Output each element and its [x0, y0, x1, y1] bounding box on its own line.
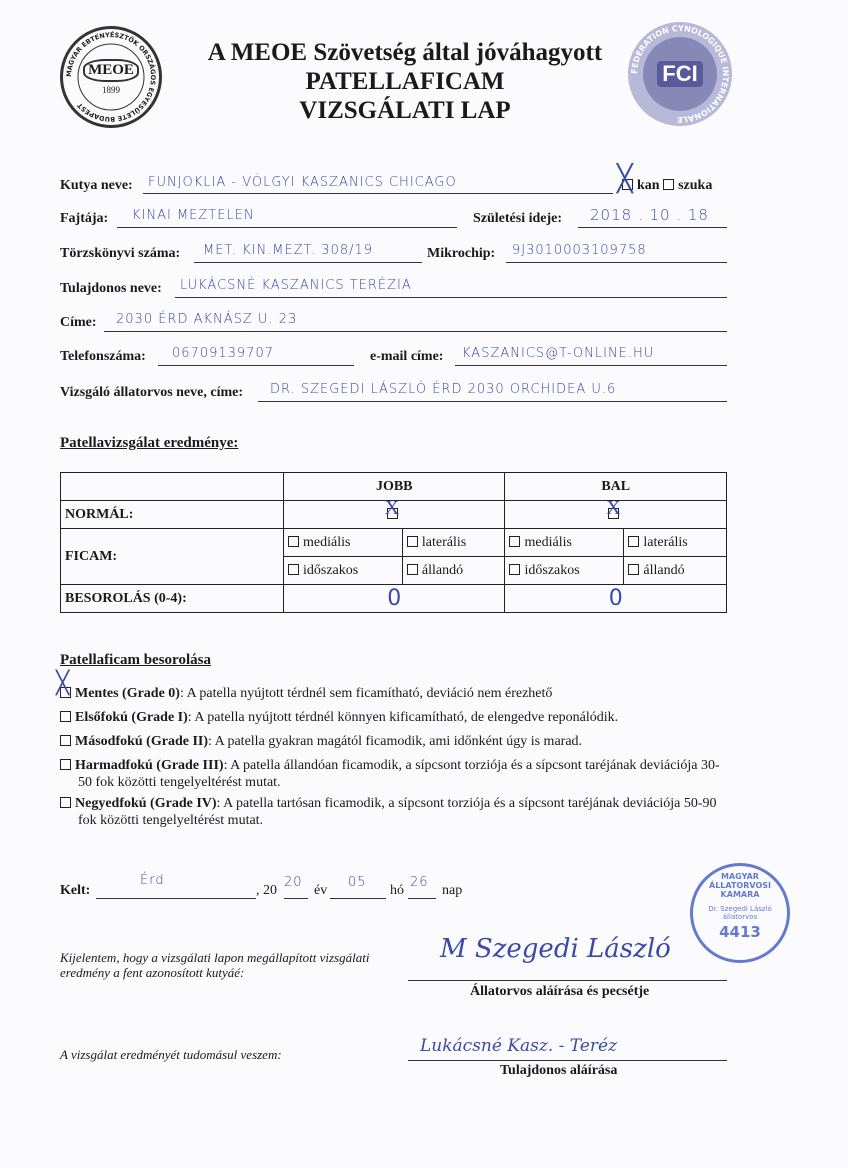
female-checkbox[interactable] [663, 179, 674, 190]
kelt-label: Kelt: [60, 883, 91, 898]
fci-ring-text: FEDERATION CYNOLOGIQUE INTERNATIONALE [629, 23, 731, 125]
registry-field[interactable]: MET. KIN.MEZT. 308/19 [203, 243, 374, 258]
vet-signature: M Szegedi László [440, 934, 671, 964]
fci-logo [628, 22, 732, 126]
vet-signature-label: Állatorvos aláírása és pecsétje [470, 984, 650, 999]
registry-label: Törzskönyvi száma: [60, 246, 181, 261]
meoe-ring-text: MAGYAR EBTENYÉSZTŐK ORSZÁGOS EGYESÜLETE BUDAPEST [64, 30, 158, 124]
address-field[interactable]: 2030 ÉRD AKNÁSZ U. 23 [116, 312, 298, 327]
sex-options: ╳ kan szuka [617, 164, 713, 194]
fci-logo-text: FCI [657, 61, 702, 87]
results-heading: Patellavizsgálat eredménye: [60, 435, 239, 451]
male-checkbox[interactable]: ╳ [617, 164, 633, 194]
right-lateral-checkbox[interactable]: laterális [402, 529, 505, 557]
owner-field[interactable]: LUKÁCSNÉ KASZANICS TERÉZIA [180, 278, 412, 293]
phone-label: Telefonszáma: [60, 349, 146, 364]
normal-left-cell[interactable]: X [505, 501, 727, 529]
ack-text: A vizsgálat eredményét tudomásul veszem: [60, 1047, 282, 1062]
page-title: A MEOE Szövetség által jóváhagyott PATELLAFICAM VIZSGÁLATI LAP [207, 39, 603, 124]
address-label: Címe: [60, 315, 97, 330]
chip-field[interactable]: 9J3010003109758 [512, 243, 647, 258]
left-lateral-checkbox[interactable]: laterális [624, 529, 727, 557]
document-page: MAGYAR EBTENYÉSZTŐK ORSZÁGOS EGYESÜLETE BUDAPEST MEOE 1899 FEDERATION CYNOLOGIQUE INTERNATIONALE FCI A MEOE Szövetség által jóváhagyott PATELLAFICAM VIZSGÁLATI LAP Kutya neve: FUNJOKLIA - VÖLGYI KASZANICS CHICAGO ╳ kan szuka Fajtája: KINAI MEZTELEN Születési ideje: 2018 . 10 . 18 Törzskönyvi száma: MET. KIN.MEZT. 308/19 Mikrochip: 9J3010003109758 Tulajdonos neve: LUKÁCSNÉ KASZANICS TERÉZIA Címe: 2030 ÉRD AKNÁSZ U. 23 Telefonszáma: 06709139707 e-mail címe: KASZANICS@T-ONLINE.HU Vizsgáló állatorvos neve, címe: DR. SZEGEDI LÁSZLÓ ÉRD 2030 ORCHIDEA U.6 Patellavizsgálat eredménye: JOBB BAL NORMÁL: X X FICAM: mediális laterális mediális laterális időszakos állandó időszakos állandó BESOROLÁS (0-4): 0 0 Patellaficam besorolása ╳ Mentes (Grade 0): A patella nyújtott térdnél sem ficamítható, deviáció nem érezhető Elsőfokú (Grade I): A patella nyújtott térdnél könnyen kificamítható, de elengedve reponálódik. Másodfokú (Grade II): A patella gyakran magától ficamodik, ami időnként úgy is marad. Harmadfokú (Grade III): A patella állandóan ficamodik, a sípcsont torziója és a sípcsont taréjának deviációja 30-50 fok közötti tengelyeltérést mutat. Negyedfokú (Grade IV): A patella tartósan ficamodik, a sípcsont torziója és a sípcsont taréjának deviációja 50-90 fok közötti tengelyeltérést mutat. Kelt: Érd , 20 20 év 05 hó 26 nap MAGYAR ÁLLATORVOSI KAMARA Dr. Szegedi László állatorvos 4413 Kijelentem, hogy a vizsgálati lapon megállapított vizsgálati eredmény a fent azonosított kutyáé: M Szegedi László Állatorvos aláírása és pecsétje A vizsgálat eredményét tudomásul veszem: Lukácsné Kasz. - Teréz Tulajdonos aláírása [0, 0, 848, 1168]
owner-signature-label: Tulajdonos aláírása [500, 1063, 618, 1078]
normal-right-cell[interactable]: X [284, 501, 505, 529]
grade-right-field[interactable]: 0 [284, 585, 505, 613]
day-field[interactable]: 26 [410, 875, 429, 890]
right-medial-checkbox[interactable]: mediális [284, 529, 403, 557]
phone-field[interactable]: 06709139707 [172, 346, 274, 361]
declaration-text: Kijelentem, hogy a vizsgálati lapon megállapított vizsgálati eredmény a fent azonosított kutyáé: [60, 950, 370, 980]
row-grade-label: BESOROLÁS (0-4): [61, 585, 284, 613]
owner-label: Tulajdonos neve: [60, 281, 162, 296]
dog-name-field[interactable]: FUNJOKLIA - VÖLGYI KASZANICS CHICAGO [148, 175, 457, 190]
chip-label: Mikrochip: [427, 246, 496, 261]
grade-0-item[interactable]: ╳ Mentes (Grade 0): A patella nyújtott térdnél sem ficamítható, deviáció nem érezhető [56, 671, 553, 701]
place-field[interactable]: Érd [140, 873, 165, 888]
dog-name-label: Kutya neve: [60, 178, 133, 193]
vet-stamp: MAGYAR ÁLLATORVOSI KAMARA Dr. Szegedi László állatorvos 4413 [690, 863, 790, 963]
left-periodic-checkbox[interactable]: időszakos [505, 557, 624, 585]
left-medial-checkbox[interactable]: mediális [505, 529, 624, 557]
grade-4-item[interactable]: Negyedfokú (Grade IV): A patella tartósan ficamodik, a sípcsont torziója és a sípcsont taréjának deviációja 50-90 fok közötti tengelyeltérést mutat. [60, 795, 728, 829]
col-right-header: JOBB [284, 473, 505, 501]
dob-label: Születési ideje: [473, 211, 563, 226]
row-normal-label: NORMÁL: [61, 501, 284, 529]
row-ficam-label: FICAM: [61, 529, 284, 585]
classification-heading: Patellaficam besorolása [60, 652, 211, 668]
meoe-logo-year: 1899 [102, 85, 120, 95]
email-field[interactable]: KASZANICS@T-ONLINE.HU [462, 346, 655, 361]
grade-3-item[interactable]: Harmadfokú (Grade III): A patella állandóan ficamodik, a sípcsont torziója és a sípcsont taréjának deviációja 30-50 fok közötti tengelyeltérést mutat. [60, 757, 728, 791]
grade-1-item[interactable]: Elsőfokú (Grade I): A patella nyújtott térdnél könnyen kificamítható, de elengedve reponálódik. [60, 709, 740, 726]
dob-field[interactable]: 2018 . 10 . 18 [590, 206, 709, 224]
left-constant-checkbox[interactable]: állandó [624, 557, 727, 585]
breed-label: Fajtája: [60, 211, 109, 226]
meoe-logo-text: MEOE [83, 59, 139, 82]
year-field[interactable]: 20 [284, 875, 303, 890]
breed-field[interactable]: KINAI MEZTELEN [132, 208, 255, 223]
col-left-header: BAL [505, 473, 727, 501]
month-field[interactable]: 05 [348, 875, 367, 890]
email-label: e-mail címe: [370, 349, 444, 364]
grade-2-item[interactable]: Másodfokú (Grade II): A patella gyakran magától ficamodik, ami időnként úgy is marad. [60, 733, 740, 750]
owner-signature: Lukácsné Kasz. - Teréz [420, 1036, 618, 1056]
vet-field[interactable]: DR. SZEGEDI LÁSZLÓ ÉRD 2030 ORCHIDEA U.6 [270, 382, 617, 397]
right-constant-checkbox[interactable]: állandó [402, 557, 505, 585]
meoe-logo [60, 26, 162, 128]
right-periodic-checkbox[interactable]: időszakos [284, 557, 403, 585]
vet-label: Vizsgáló állatorvos neve, címe: [60, 385, 243, 400]
grade-left-field[interactable]: 0 [505, 585, 727, 613]
results-table [60, 472, 727, 613]
